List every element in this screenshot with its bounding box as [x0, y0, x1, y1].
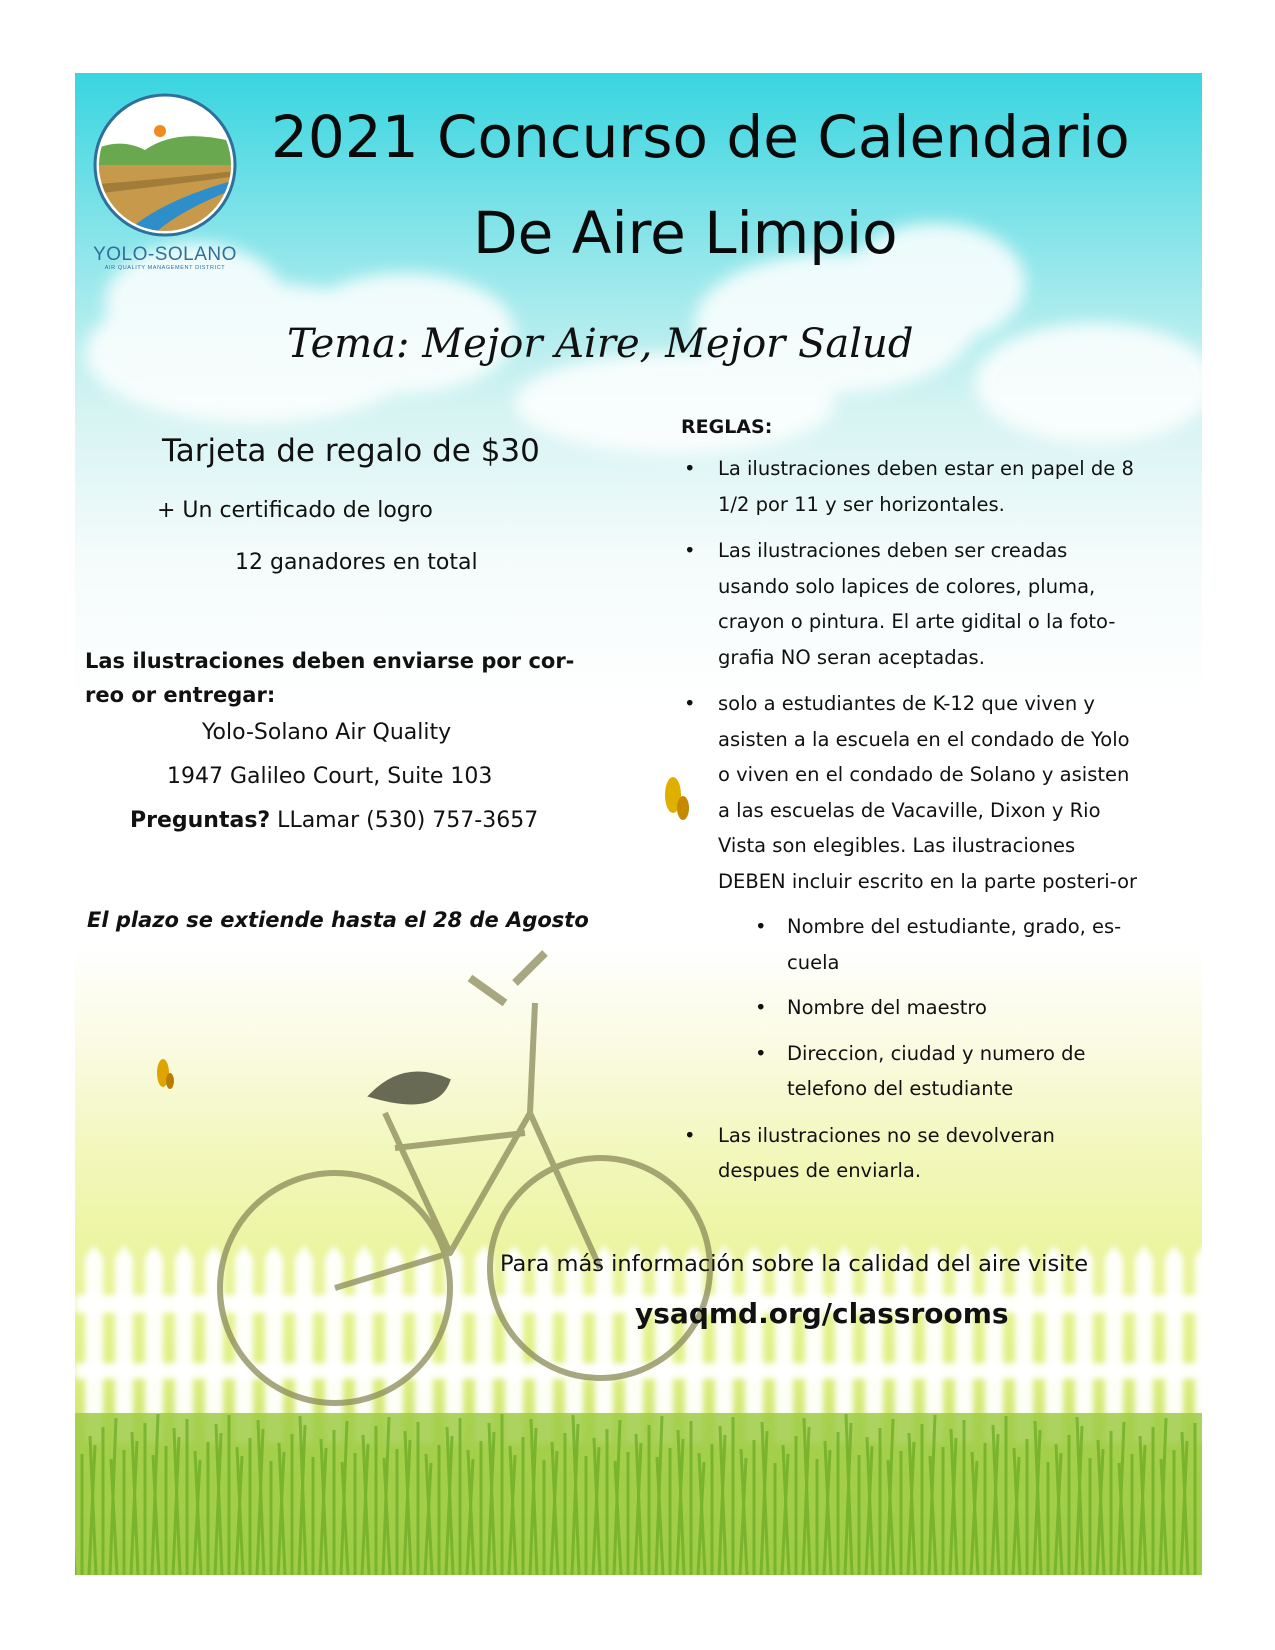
address-line-2: 1947 Galileo Court, Suite 103: [167, 764, 493, 789]
logo-emblem-icon: [85, 85, 245, 255]
questions-phone: LLamar (530) 757-3657: [270, 808, 539, 833]
rule-item: • La ilustraciones deben estar en papel de 8 1/2 por 11 y ser horizontales.: [681, 451, 1141, 522]
grass: [75, 1413, 1202, 1575]
rule-item: • Las ilustraciones no se devolveran despues de enviarla.: [681, 1118, 1141, 1189]
rule-subitem: • Nombre del estudiante, grado, es-cuela: [753, 909, 1141, 980]
butterfly-2: [157, 1059, 174, 1089]
rule-item-text: solo a estudiantes de K-12 que viven y asisten a la escuela en el condado de Yolo o viven en el condado de Solano y asisten a las escuelas de Vacaville, Dixon y Rio Vista son elegibles. Las ilustraciones DEBEN incluir escrito en la parte posteri-or: [718, 692, 1138, 893]
rule-subitems: [718, 909, 1141, 1107]
winners-text: 12 ganadores en total: [235, 550, 478, 575]
website-link[interactable]: ysaqmd.org/classrooms: [635, 1297, 1009, 1330]
questions-label: Preguntas?: [130, 808, 271, 833]
address-line-1: Yolo-Solano Air Quality: [202, 720, 452, 745]
questions-line: [130, 808, 538, 833]
title-line-2: De Aire Limpio: [473, 199, 898, 267]
rule-subitem: • Direccion, ciudad y numero de telefono del estudiante: [753, 1036, 1141, 1107]
rule-item: • Las ilustraciones deben ser creadas usando solo lapices de colores, pluma, crayon o pintura. El arte gidital o la foto-grafia NO seran aceptadas.: [681, 533, 1141, 675]
rule-item: [681, 686, 1141, 1107]
title-line-1: 2021 Concurso de Calendario: [271, 103, 1130, 171]
rules-list: [681, 451, 1141, 1200]
deadline-text: El plazo se extiende hasta el 28 de Agosto: [87, 908, 589, 932]
logo-subtitle: AIR QUALITY MANAGEMENT DISTRICT: [104, 265, 226, 271]
gift-card-text: Tarjeta de regalo de $30: [162, 433, 540, 469]
flyer: [75, 73, 1202, 1575]
certificate-text: + Un certificado de logro: [157, 498, 433, 523]
mail-heading: Las ilustraciones deben enviarse por cor-reo or entregar:: [85, 649, 575, 707]
theme-heading: Tema: Mejor Aire, Mejor Salud: [287, 321, 914, 367]
rule-subitem: • Nombre del maestro: [753, 990, 1141, 1026]
info-text: Para más información sobre la calidad del aire visite: [500, 1251, 1089, 1277]
rules-heading: REGLAS:: [681, 416, 773, 438]
logo-name: YOLO-SOLANO: [93, 244, 237, 265]
